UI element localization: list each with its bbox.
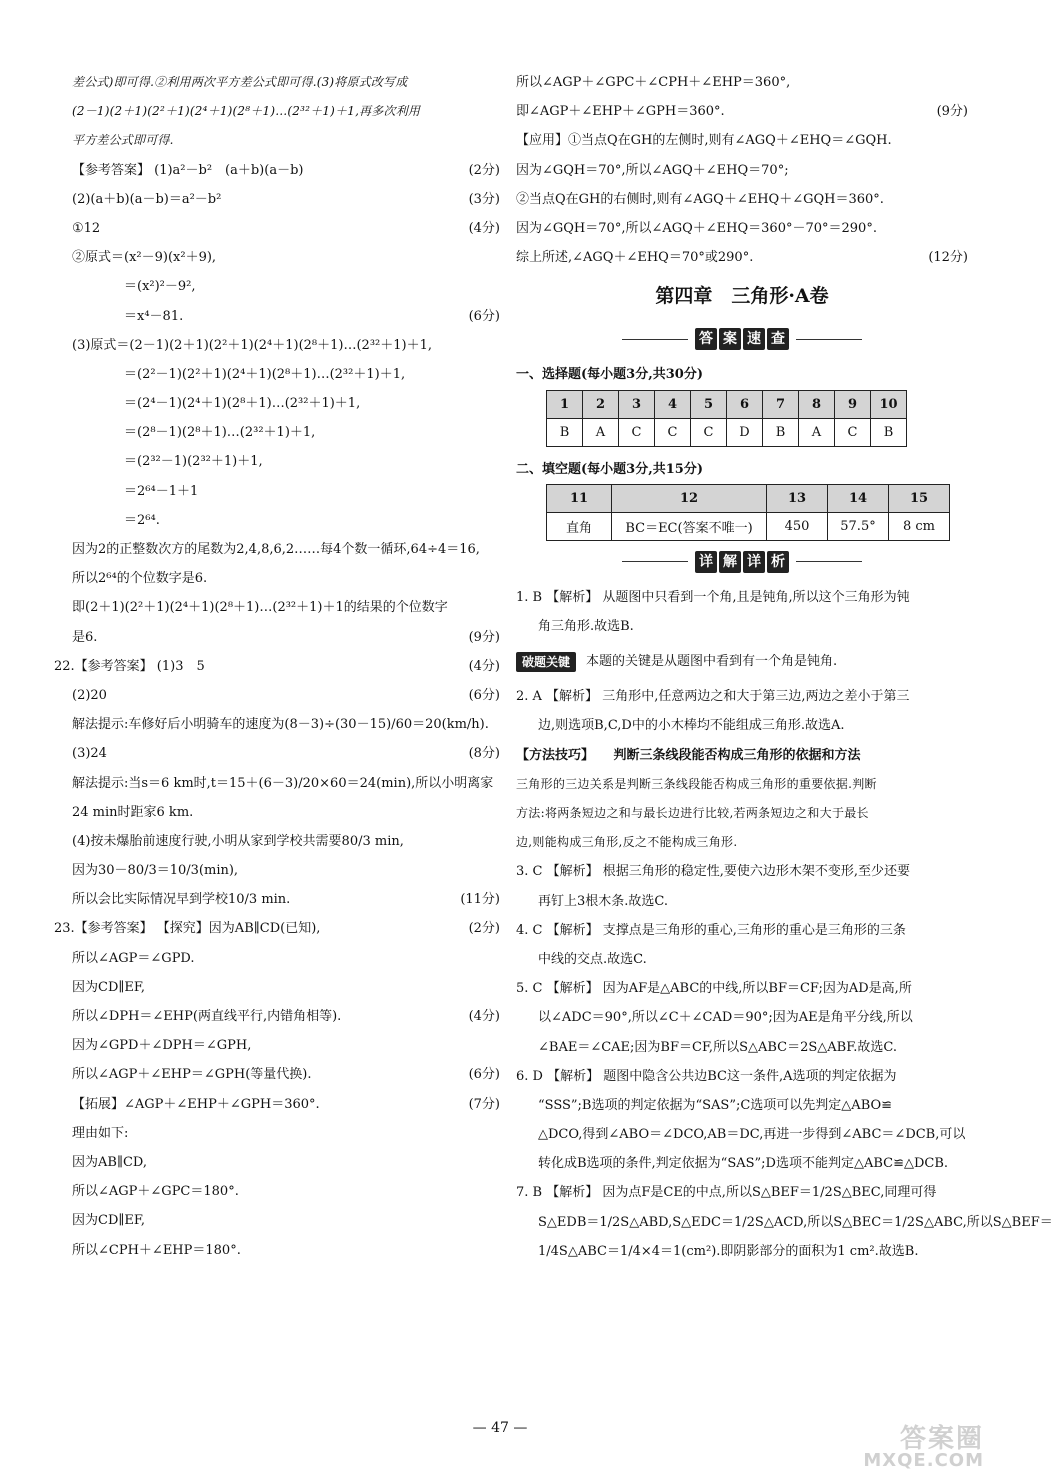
banner-rule <box>622 561 688 562</box>
choice-section-heading: 一、选择题(每小题3分,共30分) <box>516 367 703 383</box>
line-text: 所以∠DPH＝∠EHP(两直线平行,内错角相等). <box>72 1009 342 1024</box>
table-cell: C <box>835 418 871 446</box>
line-text: 【拓展】∠AGP＋∠EHP＋∠GPH＝360°. <box>72 1096 320 1112</box>
line-text: 因为CD∥EF, <box>72 979 145 995</box>
key-point-tag: 破题关键 <box>516 652 576 672</box>
text-line <box>72 798 500 827</box>
line-text: “SSS”;B选项的判定依据为“SAS”;C选项可以先判定△ABO≌ <box>538 1097 893 1113</box>
line-text: (2)20 <box>72 687 107 703</box>
line-text: 因为∠GQH＝70°,所以∠AGQ＋∠EHQ＝70°; <box>516 162 789 178</box>
line-text: 综上所述,∠AGQ＋∠EHQ＝70°或290°. <box>516 250 754 266</box>
text-line <box>72 1206 500 1235</box>
text-line <box>54 652 500 681</box>
text-line <box>72 623 500 652</box>
text-line <box>516 243 968 272</box>
line-text: 再钉上3根木条.故选C. <box>538 893 669 909</box>
table-cell: 3 <box>619 390 655 418</box>
text-line <box>72 97 500 126</box>
answer-part-23-continued <box>516 68 968 272</box>
text-line <box>516 1149 968 1178</box>
line-text: 因为∠GQH＝70°,所以∠AGQ＋∠EHQ＝360°－70°＝290°. <box>516 220 877 236</box>
line-text: 所以∠AGP＝∠GPD. <box>72 950 195 966</box>
banner-char: 解 <box>719 551 741 573</box>
detailed-solution-banner <box>516 541 968 583</box>
text-line <box>516 185 968 214</box>
text-line <box>72 156 500 185</box>
line-text: (2－1)(2＋1)(2²＋1)(2⁴＋1)(2⁸＋1)…(2³²＋1)＋1,再多次利用 <box>72 104 421 119</box>
score-mark: (7分) <box>468 1096 500 1112</box>
line-text: 本题的关键是从题图中看到有一个角是钝角. <box>586 654 838 670</box>
right-column <box>516 68 1053 1266</box>
score-mark: (4分) <box>468 658 500 674</box>
line-text: S△EDB＝1/2S△ABD,S△EDC＝1/2S△ACD,所以S△BEC＝1/2S△ABC,所以S△BEF＝ <box>538 1214 1053 1230</box>
text-line <box>516 682 968 711</box>
text-line <box>72 535 500 564</box>
text-line <box>516 974 968 1003</box>
table-cell: A <box>799 418 835 446</box>
table-cell: 12 <box>612 484 767 512</box>
text-line <box>54 914 500 943</box>
score-mark: (4分) <box>468 1009 500 1024</box>
text-line <box>72 1060 500 1089</box>
table-cell: B <box>871 418 907 446</box>
line-text: 即(2＋1)(2²＋1)(2⁴＋1)(2⁸＋1)…(2³²＋1)＋1的结果的个位数字 <box>72 600 448 616</box>
score-mark: (12分) <box>928 250 968 266</box>
text-line <box>72 885 500 914</box>
table-cell: 2 <box>583 390 619 418</box>
score-mark: (6分) <box>468 308 500 324</box>
line-text: ②当点Q在GH的右侧时,则有∠AGQ＋∠EHQ＋∠GQH＝360°. <box>516 191 884 207</box>
left-column <box>54 68 500 1265</box>
text-line <box>72 769 500 798</box>
line-text: 因为30－80/3＝10/3(min), <box>72 863 239 879</box>
text-line <box>516 156 968 185</box>
text-line <box>516 68 968 97</box>
score-mark: (8分) <box>468 746 500 762</box>
text-line <box>72 739 500 768</box>
watermark-text: 答案圈 <box>899 1424 984 1454</box>
table-cell: C <box>619 418 655 446</box>
watermark-url: MXQE.COM <box>863 1450 984 1471</box>
line-text: (3)24 <box>72 746 107 762</box>
line-text: ＝2⁶⁴－1＋1 <box>124 483 199 499</box>
fill-section-heading: 二、填空题(每小题3分,共15分) <box>516 461 703 477</box>
text-line <box>72 973 500 1002</box>
table-cell: B <box>547 418 583 446</box>
line-text: ②原式＝(x²－9)(x²＋9), <box>72 250 217 266</box>
banner-char: 查 <box>767 328 789 350</box>
text-line <box>72 447 500 476</box>
line-text: 边,则选项B,C,D中的小木棒均不能组成三角形.故选A. <box>538 718 845 734</box>
line-text: 24 min时距家6 km. <box>72 804 194 820</box>
table-cell: BC＝EC(答案不唯一) <box>612 512 767 540</box>
score-mark: (2分) <box>468 162 500 178</box>
line-text: 是6. <box>72 629 98 645</box>
chapter-title: 第四章 三角形·A卷 <box>655 285 829 308</box>
line-text: 即∠AGP＋∠EHP＋∠GPH＝360°. <box>516 104 725 120</box>
text-line <box>516 612 968 641</box>
table-cell: 6 <box>727 390 763 418</box>
line-text: ＝2⁶⁴. <box>124 512 160 528</box>
line-text: ＝(2²－1)(2²＋1)(2⁴＋1)(2⁸＋1)…(2³²＋1)＋1, <box>124 366 406 382</box>
text-line <box>516 857 968 886</box>
line-text: 因为2的正整数次方的尾数为2,4,8,6,2……每4个数一循环,64÷4＝16, <box>72 542 480 557</box>
text-line <box>72 1002 500 1031</box>
banner-rule <box>796 561 862 562</box>
detailed-solutions <box>516 583 1053 1266</box>
choice-answer-table <box>546 390 907 447</box>
score-mark: (2分) <box>468 921 500 937</box>
text-line <box>72 418 500 447</box>
line-text: △DCO,得到∠ABO＝∠DCO,AB＝DC,再进一步得到∠ABC＝∠DCB,可以 <box>538 1127 966 1143</box>
text-line <box>72 1090 500 1119</box>
line-text: 平方差公式即可得. <box>72 133 174 148</box>
line-text: 3. C 【解析】 根据三角形的稳定性,要使六边形木架不变形,至少还要 <box>516 864 911 880</box>
line-text: 解法提示:当s＝6 km时,t＝15＋(6－3)/20×60＝24(min),所以小明离家 <box>72 775 494 791</box>
text-line <box>516 828 968 857</box>
table-cell: 57.5° <box>828 512 889 540</box>
text-line <box>72 126 500 155</box>
banner-rule <box>622 339 688 340</box>
line-text: 方法:将两条短边之和与最长边进行比较,若两条短边之和大于最长 <box>516 806 869 820</box>
line-text: 【参考答案】 (1)a²－b² (a＋b)(a－b) <box>72 162 304 178</box>
text-line <box>72 1031 500 1060</box>
table-cell: 1 <box>547 390 583 418</box>
line-text: 6. D 【解析】 题图中隐含公共边BC这一条件,A选项的判定依据为 <box>516 1068 897 1084</box>
line-text: 因为CD∥EF, <box>72 1213 145 1229</box>
line-text: 角三角形.故选B. <box>538 618 634 634</box>
text-line <box>516 799 968 828</box>
line-text: 三角形的三边关系是判断三条线段能否构成三角形的重要依据.判断 <box>516 776 877 791</box>
text-line <box>72 593 500 622</box>
text-line <box>516 916 968 945</box>
line-text: 所以∠AGP＋∠GPC＋∠CPH＋∠EHP＝360°, <box>516 75 791 90</box>
score-mark: (9分) <box>936 104 968 120</box>
line-text: 2. A 【解析】 三角形中,任意两边之和大于第三边,两边之差小于第三 <box>516 689 910 705</box>
line-text: 1/4S△ABC＝1/4×4＝1(cm²).即阴影部分的面积为1 cm².故选B. <box>538 1243 919 1259</box>
text-line <box>72 681 500 710</box>
text-line <box>516 214 968 243</box>
table-cell: 7 <box>763 390 799 418</box>
line-text: 5. C 【解析】 因为AF是△ABC的中线,所以BF＝CF;因为AD是高,所 <box>516 981 912 997</box>
text-line <box>72 360 500 389</box>
text-line <box>72 389 500 418</box>
table-cell: 9 <box>835 390 871 418</box>
table-cell: 8 cm <box>889 512 950 540</box>
text-line <box>516 126 968 155</box>
table-cell: C <box>691 418 727 446</box>
text-line <box>72 944 500 973</box>
line-text: ＝(x²)²－9², <box>124 279 196 295</box>
line-text: 所以∠CPH＋∠EHP＝180°. <box>72 1242 241 1258</box>
text-line <box>516 647 968 676</box>
text-line <box>516 97 968 126</box>
text-line <box>72 506 500 535</box>
text-line <box>72 214 500 243</box>
text-line <box>516 741 968 770</box>
text-line <box>516 1237 968 1266</box>
text-line <box>516 770 968 799</box>
line-text: 差公式)即可得.②利用两次平方差公式即可得.(3)将原式改写成 <box>72 75 408 89</box>
line-text: 22.【参考答案】 (1)3 5 <box>54 658 205 674</box>
text-line <box>516 583 968 612</box>
text-line <box>72 272 500 301</box>
line-text: 因为∠GPD＋∠DPH＝∠GPH, <box>72 1038 252 1054</box>
banner-char: 速 <box>743 328 765 350</box>
text-line <box>72 856 500 885</box>
line-text: ＝(2⁴－1)(2⁴＋1)(2⁸＋1)…(2³²＋1)＋1, <box>124 396 361 412</box>
line-text: 4. C 【解析】 支撑点是三角形的重心,三角形的重心是三角形的三条 <box>516 922 906 938</box>
table-cell: 450 <box>767 512 828 540</box>
line-text: 【应用】①当点Q在GH的左侧时,则有∠AGQ＋∠EHQ＝∠GQH. <box>516 133 892 149</box>
line-text: 边,则能构成三角形,反之不能构成三角形. <box>516 835 738 850</box>
line-text: 中线的交点.故选C. <box>538 951 647 967</box>
text-line <box>72 185 500 214</box>
table-cell: 8 <box>799 390 835 418</box>
fill-answer-table <box>546 484 950 541</box>
score-mark: (4分) <box>468 220 500 236</box>
text-line <box>516 1003 968 1032</box>
line-text: 以∠ADC＝90°,所以∠C＋∠CAD＝90°;因为AE是角平分线,所以 <box>538 1010 913 1026</box>
table-cell: D <box>727 418 763 446</box>
table-cell: 直角 <box>547 512 612 540</box>
line-text: (3)原式＝(2－1)(2＋1)(2²＋1)(2⁴＋1)(2⁸＋1)…(2³²＋1)＋1, <box>72 337 432 353</box>
score-mark: (11分) <box>460 892 500 908</box>
line-text: (4)按未爆胎前速度行驶,小明从家到学校共需要80/3 min, <box>72 833 404 849</box>
line-text: 所以会比实际情况早到学校10/3 min. <box>72 892 291 908</box>
line-text: ＝(2⁸－1)(2⁸＋1)…(2³²＋1)＋1, <box>124 425 316 441</box>
table-cell: B <box>763 418 799 446</box>
page-number: — 47 — <box>472 1420 528 1436</box>
line-text: 所以∠AGP＋∠EHP＝∠GPH(等量代换). <box>72 1067 312 1083</box>
text-line <box>72 1177 500 1206</box>
text-line <box>516 1062 968 1091</box>
table-cell: 4 <box>655 390 691 418</box>
score-mark: (6分) <box>468 1067 500 1083</box>
table-cell: 10 <box>871 390 907 418</box>
line-text: 解法提示:车修好后小明骑车的速度为(8－3)÷(30－15)/60＝20(km/h). <box>72 717 489 733</box>
banner-char: 详 <box>695 551 717 573</box>
text-line <box>72 331 500 360</box>
watermark-logo <box>808 1418 988 1478</box>
table-cell: 13 <box>767 484 828 512</box>
line-text: 所以2⁶⁴的个位数字是6. <box>72 571 208 587</box>
text-line <box>72 1236 500 1265</box>
line-text: ①12 <box>72 220 101 236</box>
score-mark: (9分) <box>468 629 500 645</box>
banner-rule <box>796 339 862 340</box>
table-cell: 15 <box>889 484 950 512</box>
text-line <box>516 887 968 916</box>
text-line <box>72 710 500 739</box>
text-line <box>516 945 968 974</box>
line-text: 1. B 【解析】 从题图中只看到一个角,且是钝角,所以这个三角形为钝 <box>516 589 910 605</box>
line-text: 23.【参考答案】 【探究】因为AB∥CD(已知), <box>54 921 321 937</box>
text-line <box>72 302 500 331</box>
text-line <box>516 1178 968 1207</box>
text-line <box>72 827 500 856</box>
score-mark: (6分) <box>468 687 500 703</box>
table-cell: C <box>655 418 691 446</box>
line-text: 理由如下: <box>72 1125 129 1141</box>
line-text: 所以∠AGP＋∠GPC＝180°. <box>72 1184 239 1200</box>
line-text: 7. B 【解析】 因为点F是CE的中点,所以S△BEF＝1/2S△BEC,同理可得 <box>516 1185 937 1201</box>
text-line <box>72 1148 500 1177</box>
banner-char: 答 <box>695 328 717 350</box>
line-text: ＝x⁴－81. <box>124 308 184 324</box>
text-line <box>516 711 968 740</box>
line-text: ＝(2³²－1)(2³²＋1)＋1, <box>124 454 263 470</box>
table-cell: 5 <box>691 390 727 418</box>
text-line <box>72 1119 500 1148</box>
text-line <box>516 1091 968 1120</box>
line-text: 【方法技巧】 判断三条线段能否构成三角形的依据和方法 <box>516 747 861 763</box>
line-text: 因为AB∥CD, <box>72 1154 147 1170</box>
text-line <box>516 1120 968 1149</box>
answer-quick-check-banner <box>516 318 968 360</box>
text-line <box>516 1208 1053 1237</box>
banner-char: 析 <box>767 551 789 573</box>
line-text: 转化成B选项的条件,判定依据为“SAS”;D选项不能判定△ABC≌△DCB. <box>538 1156 949 1172</box>
text-line <box>72 68 500 97</box>
table-cell: A <box>583 418 619 446</box>
line-text: ∠BAE＝∠CAE;因为BF＝CF,所以S△ABC＝2S△ABF.故选C. <box>538 1039 897 1055</box>
table-cell: 11 <box>547 484 612 512</box>
text-line <box>516 1033 968 1062</box>
table-cell: 14 <box>828 484 889 512</box>
banner-char: 案 <box>719 328 741 350</box>
text-line <box>72 477 500 506</box>
score-mark: (3分) <box>468 191 500 207</box>
text-line <box>72 564 500 593</box>
banner-char: 详 <box>743 551 765 573</box>
text-line <box>72 243 500 272</box>
line-text: (2)(a＋b)(a－b)＝a²－b² <box>72 191 222 207</box>
